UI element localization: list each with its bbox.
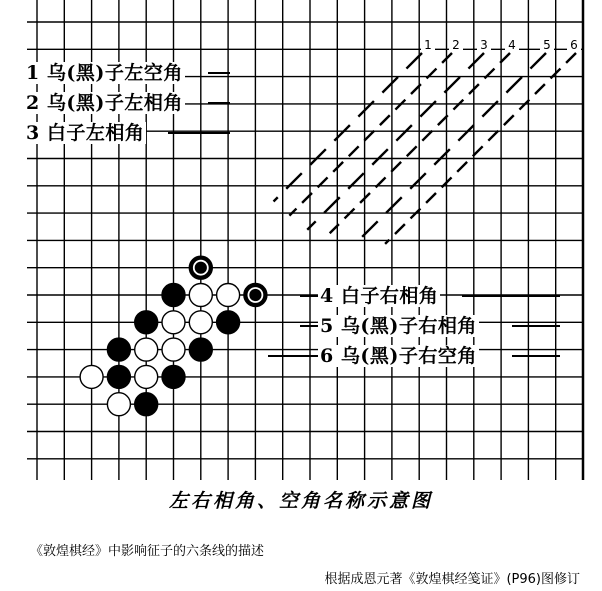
column-number-4: 4 [505,38,519,52]
label-4-text: 白子右相角 [340,285,439,307]
column-number-5: 5 [540,38,554,52]
black-stone [189,256,212,279]
column-number-3: 3 [477,38,491,52]
white-stone [189,311,212,334]
label-2 [24,92,185,114]
label-5-text: 乌(黑)子右相角 [340,315,477,337]
white-stone [217,284,240,307]
black-stone [244,284,267,307]
label-3-number: 3 [26,122,40,144]
column-number-1: 1 [421,38,435,52]
label-1-text: 乌(黑)子左空角 [46,62,183,84]
black-stone [107,338,130,361]
white-stone [162,338,185,361]
white-stone [80,365,103,388]
label-2-number: 2 [26,92,40,114]
black-stone [162,365,185,388]
black-stone [162,284,185,307]
white-stone [107,393,130,416]
label-4-number: 4 [320,285,334,307]
label-1 [24,62,185,84]
figure-caption: 左右相角、空角名称示意图 [168,490,433,512]
label-1-number: 1 [26,62,40,84]
white-stone [135,365,158,388]
black-stone [107,365,130,388]
label-5 [318,315,479,337]
source-note: 根据成恩元著《敦煌棋经笺证》(P96)图修订 [324,572,580,587]
label-6-text: 乌(黑)子右空角 [340,345,477,367]
label-6 [318,345,479,367]
label-3-text: 白子左相角 [46,122,145,144]
label-2-text: 乌(黑)子左相角 [46,92,183,114]
black-stone [217,311,240,334]
black-stone [189,338,212,361]
label-6-number: 6 [320,345,334,367]
diagonal-lines [274,53,576,244]
white-stone [135,338,158,361]
label-5-number: 5 [320,315,334,337]
diagonal-line-1 [274,53,422,201]
label-3 [24,122,146,144]
white-stone [189,284,212,307]
black-stone [135,311,158,334]
black-stone [135,393,158,416]
label-4 [318,285,440,307]
column-number-6: 6 [567,38,581,52]
white-stone [162,311,185,334]
column-number-2: 2 [449,38,463,52]
description-note: 《敦煌棋经》中影响征子的六条线的描述 [30,544,265,559]
diagonal-line-5 [362,53,546,237]
